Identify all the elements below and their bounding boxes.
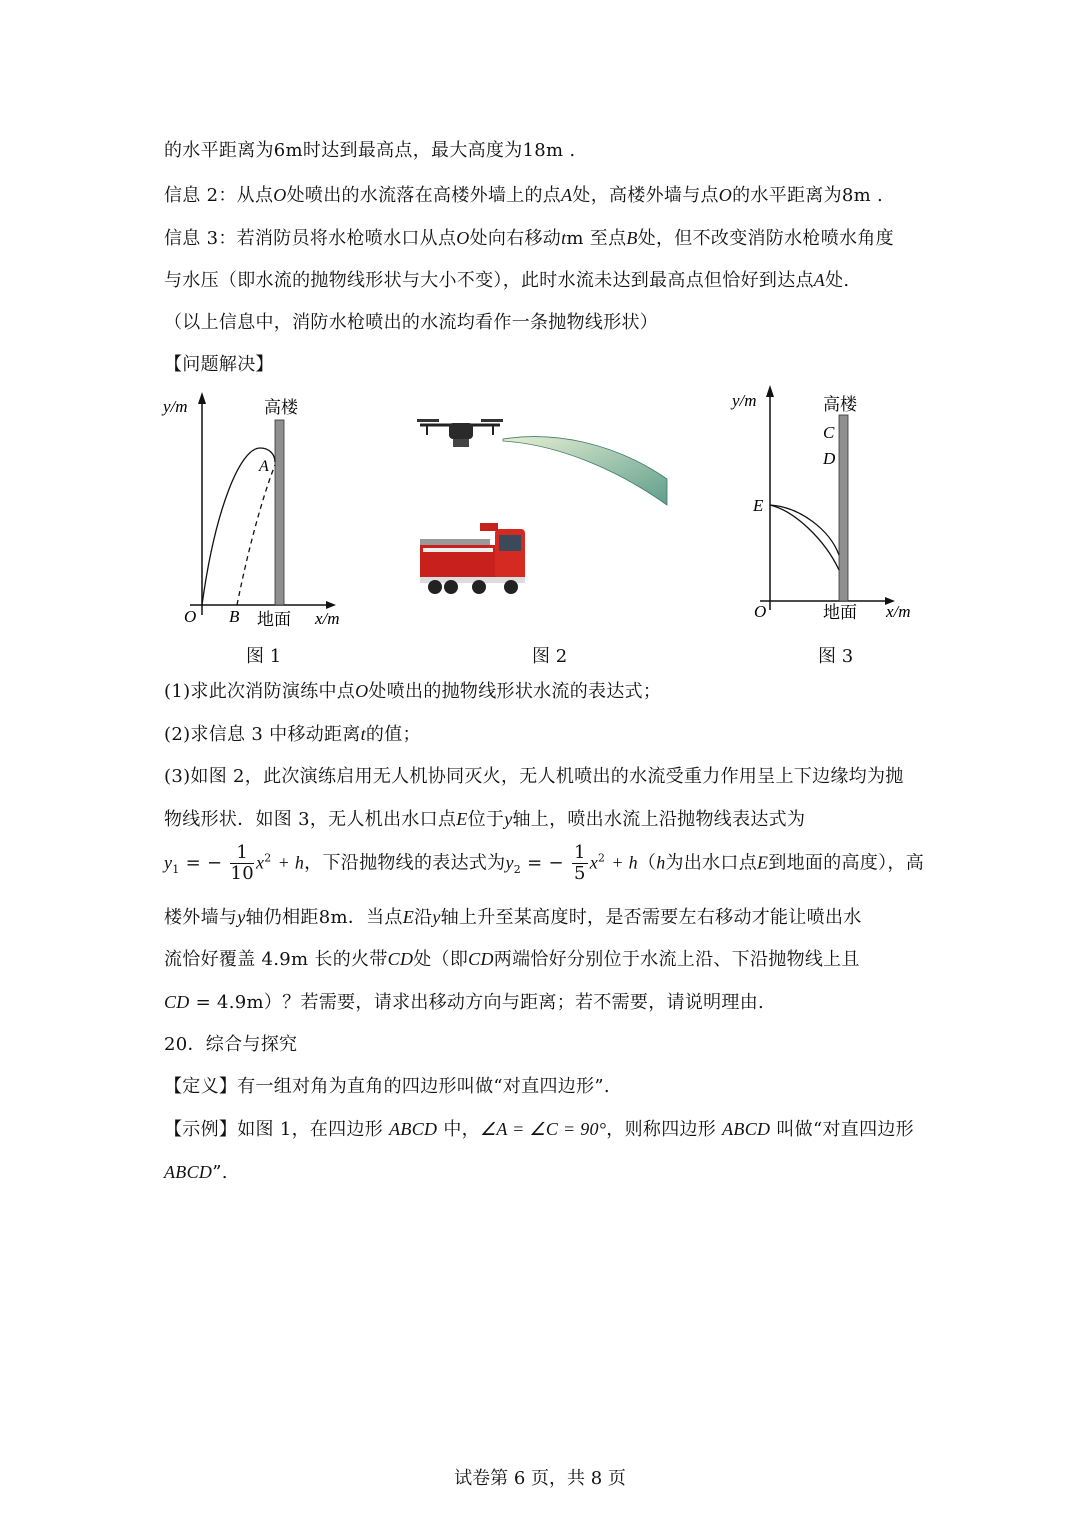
fig3-building-label: 高楼 bbox=[823, 395, 857, 414]
fig3-y-label: y/m bbox=[732, 391, 757, 410]
section-20-example: 【示例】如图 1，在四边形 ABCD 中，∠A = ∠C = 90°，则称四边形 ABCD 叫做“对直四边形 bbox=[164, 1119, 914, 1140]
fig1-origin: O bbox=[184, 607, 197, 626]
section-20-title: 20．综合与探究 bbox=[164, 1034, 298, 1055]
question-1: (1)求此次消防演练中点O处喷出的抛物线形状水流的表达式； bbox=[164, 681, 662, 702]
fig3-origin: O bbox=[754, 602, 767, 621]
fig3-x-label: x/m bbox=[886, 602, 911, 621]
fig3-caption: 图 3 bbox=[818, 646, 854, 667]
question-3-line-1: (3)如图 2，此次演练启用无人机协同灭火，无人机喷出的水流受重力作用呈上下边缘均为抛 bbox=[164, 766, 904, 787]
info-3: 信息 3：若消防员将水枪喷水口从点O处向右移动tm 至点B处，但不改变消防水枪喷水角度 bbox=[164, 228, 894, 249]
fig1-ground-label: 地面 bbox=[257, 610, 291, 629]
fig1-x-label: x/m bbox=[315, 609, 340, 628]
info-2: 信息 2：从点O处喷出的水流落在高楼外墙上的点A处，高楼外墙与点O的水平距离为8m . bbox=[164, 185, 884, 206]
fraction-1-10: $\frac{1}{10}$ bbox=[230, 842, 254, 884]
fig1-caption: 图 1 bbox=[246, 646, 282, 667]
figure-3 bbox=[730, 385, 925, 630]
fig3-upper-parabola bbox=[770, 505, 839, 555]
question-3-line-4: 楼外墙与y轴仍相距8m．当点E沿y轴上升至某高度时，是否需要左右移动才能让喷出水 bbox=[164, 907, 862, 928]
fig1-x-arrow bbox=[326, 601, 336, 609]
section-20-definition: 【定义】有一组对角为直角的四边形叫做“对直四边形”. bbox=[164, 1076, 610, 1097]
fig1-y-arrow bbox=[198, 392, 206, 404]
note-line: （以上信息中，消防水枪喷出的水流均看作一条抛物线形状） bbox=[164, 312, 659, 333]
figure-1 bbox=[160, 390, 360, 635]
section-20-example-cont: ABCD”. bbox=[164, 1162, 228, 1183]
question-3-line-6: CD = 4.9m）？若需要，请求出移动方向与距离；若不需要，请说明理由. bbox=[164, 992, 765, 1013]
water-stream bbox=[503, 437, 667, 505]
fig3-y-arrow bbox=[766, 385, 774, 397]
fig1-building-label: 高楼 bbox=[264, 398, 298, 417]
fig1-parabola-b bbox=[237, 465, 275, 605]
question-3-formula-line: $y_1$ = − $\frac{1}{10}$ $x^2 + h$，下沿抛物线的表达式为$y_2$ = − $\frac{1}{5}$ $x^2 + h(h$为出水口点E到地面的高度），高 bbox=[164, 842, 925, 884]
fig2-caption: 图 2 bbox=[532, 646, 568, 667]
fire-truck-icon bbox=[420, 523, 525, 594]
question-3-line-5: 流恰好覆盖 4.9m 长的火带CD处（即CD两端恰好分别位于水流上沿、下沿抛物线上且 bbox=[164, 949, 860, 970]
fig1-point-a: A bbox=[259, 458, 269, 475]
question-3-line-2: 物线形状．如图 3，无人机出水口点E位于y轴上，喷出水流上沿抛物线表达式为 bbox=[164, 809, 806, 830]
fig3-building bbox=[839, 415, 848, 601]
problem-heading: 【问题解决】 bbox=[164, 354, 274, 375]
text-line-1: 的水平距离为6m时达到最高点，最大高度为18m . bbox=[164, 140, 576, 161]
question-2: (2)求信息 3 中移动距离t的值； bbox=[164, 724, 421, 745]
fig1-building bbox=[275, 420, 284, 605]
fig1-y-label: y/m bbox=[163, 397, 188, 416]
drone-icon bbox=[417, 419, 503, 447]
figure-2 bbox=[415, 405, 670, 615]
fig3-point-c: C bbox=[823, 423, 835, 442]
fig3-ground-label: 地面 bbox=[823, 603, 857, 622]
fraction-1-5: $\frac{1}{5}$ bbox=[573, 842, 586, 884]
page-footer: 试卷第 6 页，共 8 页 bbox=[454, 1468, 626, 1489]
info-3-cont: 与水压（即水流的抛物线形状与大小不变），此时水流未达到最高点但恰好到达点A处. bbox=[164, 270, 850, 291]
fig3-point-d: D bbox=[823, 449, 836, 468]
fig1-point-b: B bbox=[229, 607, 240, 626]
fig3-point-e: E bbox=[753, 496, 764, 515]
